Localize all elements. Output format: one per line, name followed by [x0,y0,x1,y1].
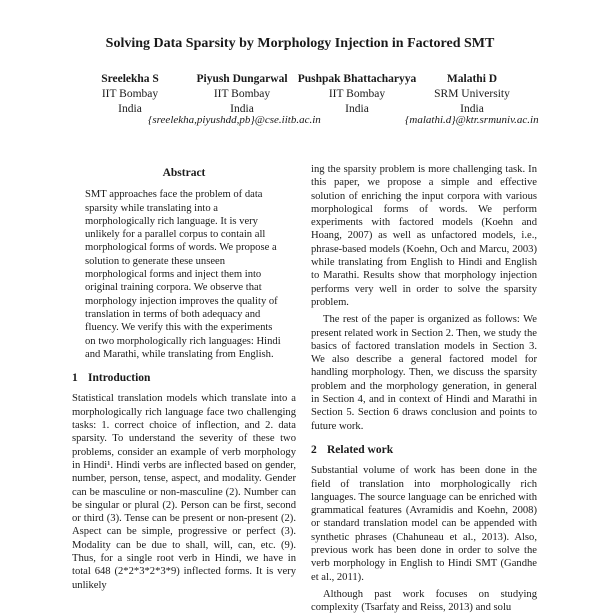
author-country: India [118,103,142,115]
section-number: 2 [311,443,317,456]
paper-title: Solving Data Sparsity by Morphology Injection in Factored SMT [105,36,495,51]
author-country: India [460,103,484,115]
left-column [72,163,296,592]
author-affiliation: IIT Bombay [213,88,271,100]
author-name: Pushpak Bhattacharyya [297,73,417,85]
section-heading-related-work [311,444,537,457]
section-number: 1 [72,372,78,385]
abstract-text: SMT approaches face the problem of data sparsity while translating into a morphologically rich language. It is very unlikely for a parallel corpus to contain all morphological forms of words. We propose a solution to generate these unseen morphological forms and inject them into original training corpora. We observe that morphology injection improves the quality of translation in terms of both adequacy and fluency. We verify this with the experiments on two morphologically rich languages: Hindi and Marathi, while translating from English. [85,189,281,360]
author-block [294,72,420,117]
author-name: Piyush Dungarwal [196,73,288,85]
author-email: {sreelekha,piyushdd,pb}@cse.iitb.ac.in [148,114,321,126]
author-block [188,72,296,117]
author-country: India [345,103,369,115]
author-email: {malathi.d}@ktr.srmuniv.ac.in [405,114,539,126]
author-name: Sreelekha S [101,73,159,85]
related-work-paragraph: Substantial volume of work has been done in the field of translation into morphologically rich languages. The source language can be enriched with grammatical features (Avramidis and Koehn, 2008) or standard translation model can be appended with synthetic phrases (Chahuneau et al., 2013). Also, previous work has been done in order to solve the verb morphology in English to Hindi SMT (Gandhe et al., 2011). [311,465,537,583]
abstract-heading: Abstract [162,167,206,179]
author-affiliation: SRM University [434,88,510,100]
author-name: Malathi D [446,73,498,85]
author-block [82,72,178,117]
author-block [424,72,520,117]
right-column [311,163,537,615]
section-title: Related work [327,443,394,456]
related-work-paragraph: Although past work focuses on studying complexity (Tsarfaty and Reiss, 2013) and solu [311,588,537,614]
author-affiliation: IIT Bombay [101,88,159,100]
section-heading-introduction [72,372,296,385]
intro-continuation-paragraph: ing the sparsity problem is more challenging task. In this paper, we propose a simple and effective solution of enriching the input corpora with various morphological forms of words. We perform experiments with factored models (Koehn and Hoang, 2007) as well as unfactored models, i.e., phrase-based models (Koehn, Och and Marcu, 2003) while translating from English to Hindi and English to Marathi. Results show that morphology injection performs very well in order to solve the sparsity problem. [311,164,537,308]
author-country: India [230,103,254,115]
author-affiliation: IIT Bombay [328,88,386,100]
organization-paragraph: The rest of the paper is organized as follows: We present related work in Section 2. Then, we study the basics of factored translation models in Section 3. We also describe a general factored model for handling morphology. Then, we discuss the sparsity problem and the morphology generation, in general in Section 4, and in context of Hindi and Marathi in Section 5. Section 6 draws conclusion and points to future work. [311,314,537,432]
introduction-paragraph: Statistical translation models which translate into a morphologically rich language face two challenging tasks: 1. correct choice of inflection, and 2. data sparsity. To understand the severity of these two problems, consider an example of verb morphology in Hindi¹. Hindi verbs are inflected based on gender, number, person, tense, aspect, and modality. Gender can be masculine or non-masculine (2). Number can be singular or plural (2). Person can be first, second or third (3). Tense can be present or non-present (2). Aspect can be simple, progressive or perfect (3). Modality can be due to shall, will, can, etc. (9). Thus, for a single root verb in Hindi, we have in total 648 (2*2*3*2*3*9) inflected forms. It is very unlikely [72,393,296,591]
section-title: Introduction [88,372,151,385]
